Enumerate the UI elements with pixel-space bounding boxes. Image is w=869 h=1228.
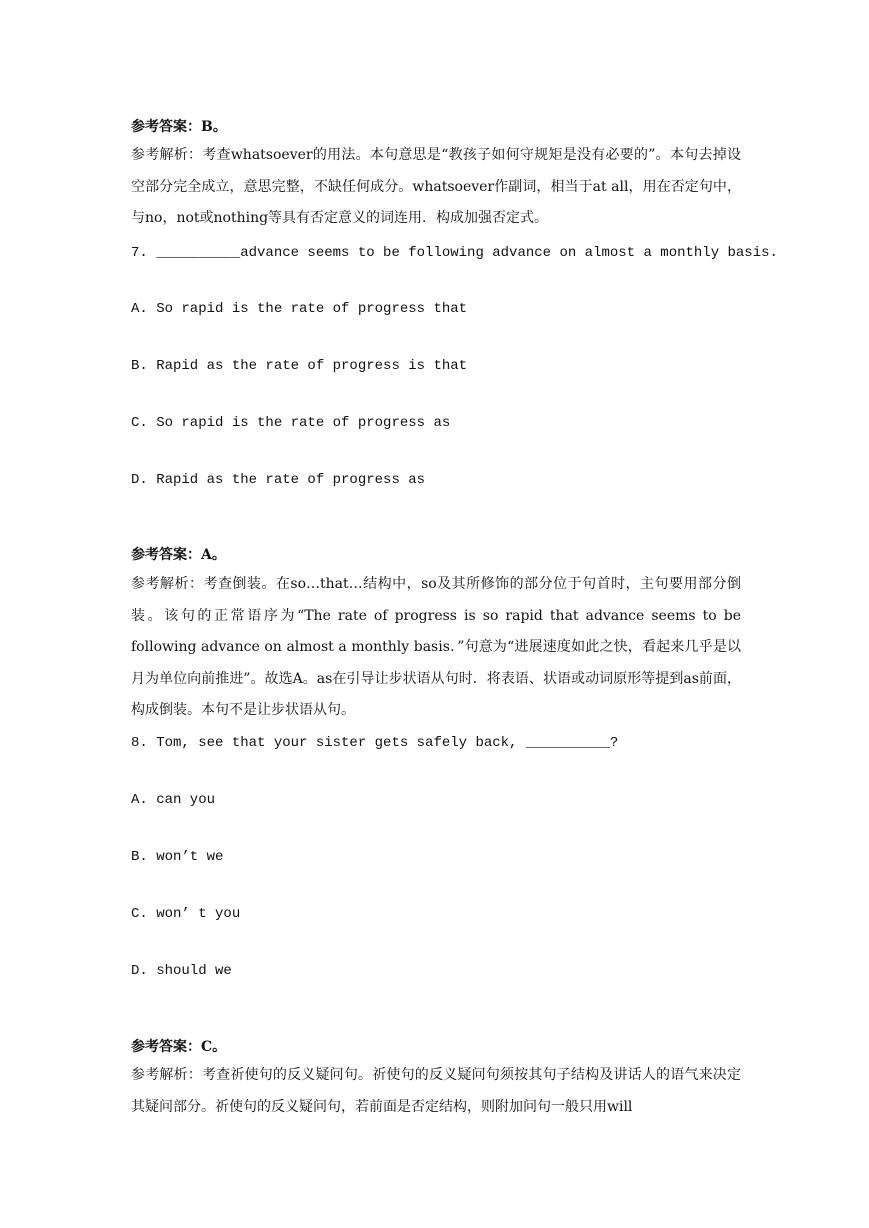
option-8d: D. should we xyxy=(131,963,232,979)
option-7a: A. So rapid is the rate of progress that xyxy=(131,301,468,317)
analysis-8: 参考解析：考查祈使句的反义疑问句。祈使句的反义疑问句须按其句子结构及讲话人的语气来决定其疑问部分。祈使句的反义疑问句，若前面是否定结构，则附加问句一般只用will xyxy=(131,1067,741,1115)
option-7d: D. Rapid as the rate of progress as xyxy=(131,472,426,488)
option-7c: C. So rapid is the rate of progress as xyxy=(131,415,451,431)
option-8c: C. won’ t you xyxy=(131,906,241,922)
answer-6: 参考答案：B。 xyxy=(131,119,227,135)
option-8a: A. can you xyxy=(131,792,216,808)
analysis-7: 参考解析：考查倒装。在so…that…结构中，so及其所修饰的部分位于句首时，主句要用部分倒装。该句的正常语序为“The rate of progress is so rapid that advance seems to be following advance on almost a monthly basis．”句意为“进展速度如此之快，看起来几乎是以月为单位向前推进”。故选A。as在引导让步状语从句时．将表语、状语或动词原形等提到as前面，构成倒装。本句不是让步状语从句。 xyxy=(131,576,741,718)
option-7b: B. Rapid as the rate of progress is that xyxy=(131,358,468,374)
question-7: 7. __________advance seems to be following advance on almost a monthly basis. xyxy=(131,245,778,261)
answer-7: 参考答案：A。 xyxy=(131,547,226,563)
question-8: 8. Tom, see that your sister gets safely back, __________? xyxy=(131,735,619,751)
option-8b: B. won’t we xyxy=(131,849,224,865)
answer-8: 参考答案：C。 xyxy=(131,1039,227,1055)
analysis-6: 参考解析：考查whatsoever的用法。本句意思是“教孩子如何守规矩是没有必要的”。本句去掉设空部分完全成立，意思完整，不缺任何成分。whatsoever作副词，相当于at all，用在否定句中，与no，not或nothing等具有否定意义的词连用．构成加强否定式。 xyxy=(131,147,741,226)
